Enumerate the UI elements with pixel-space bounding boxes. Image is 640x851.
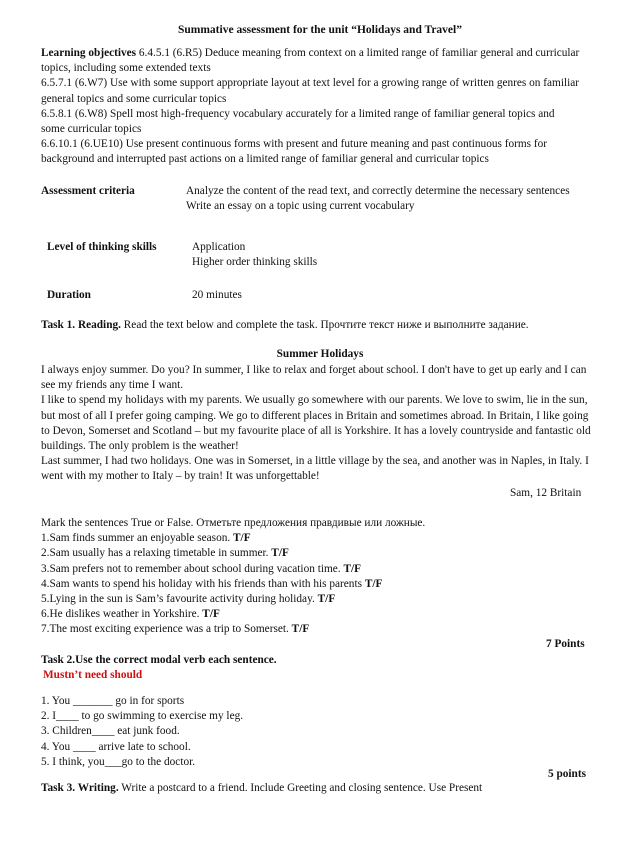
- criteria-value: [186, 184, 586, 214]
- learning-objectives: [41, 46, 581, 168]
- tf-item-text: 7.The most exciting experience was a trip to Somerset.: [41, 623, 289, 636]
- tf-marker: T/F: [364, 577, 383, 590]
- task2-points: 5 points: [548, 768, 586, 780]
- gap-item-4: 4. You ____ arrive late to school.: [41, 740, 191, 753]
- thinking-value-1: Application: [192, 241, 246, 253]
- tf-marker: T/F: [343, 562, 362, 575]
- criteria-value-2: Write an essay on a topic using current vocabulary: [186, 200, 415, 213]
- tf-item-6: [41, 607, 601, 622]
- objective-3: 6.5.8.1 (6.W8) Spell most high-frequency vocabulary accurately for a limited range of familiar general topics and some curricular topics: [41, 107, 555, 136]
- story-title: Summer Holidays: [276, 348, 364, 360]
- tf-item-4: [41, 577, 601, 592]
- objective-1-text: 6.4.5.1 (6.R5) Deduce meaning from context on a limited range of familiar general and curricular topics, including some extended texts: [41, 47, 580, 75]
- task2-heading: Task 2.Use the correct modal verb each sentence.: [41, 654, 277, 666]
- modal-verbs: Mustn’t need should: [43, 669, 143, 681]
- tf-item-text: 2.Sam usually has a relaxing timetable in summer.: [41, 547, 269, 560]
- tf-marker: T/F: [317, 593, 336, 606]
- task3-header: [41, 781, 601, 796]
- story-text: [41, 363, 591, 485]
- thinking-value: [192, 240, 592, 270]
- criteria-value-1: Analyze the content of the read text, and correctly determine the necessary sentences: [186, 185, 570, 197]
- tf-item-text: 1.Sam finds summer an enjoyable season.: [41, 532, 231, 545]
- story-paragraph-2: I like to spend my holidays with my parents. We usually go somewhere with our parents. We love to swim, lie in the sun, but most of all I prefer going camping. We go to different places in Britain and sometimes abroad. In Britain, I like going to Devon, Somerset and Scotland – but my favourite place of all is Yorkshire. It has a lovely countryside and fantastic old buildings. The only problem is the weather!: [41, 394, 591, 453]
- task3-heading: Task 3. Writing.: [41, 782, 119, 794]
- story-signature: Sam, 12 Britain: [510, 487, 582, 499]
- tf-item-7: [41, 622, 601, 637]
- thinking-label: Level of thinking skills: [47, 241, 157, 253]
- duration-value: 20 minutes: [192, 289, 242, 301]
- story-paragraph-1: I always enjoy summer. Do you? In summer, I like to relax and forget about school. I don't have to get up early and I can see my friends any time I want.: [41, 364, 587, 392]
- thinking-value-2: Higher order thinking skills: [192, 256, 318, 269]
- criteria-label: Assessment criteria: [41, 185, 135, 197]
- true-false-section: [41, 516, 601, 638]
- objective-1: [41, 46, 581, 76]
- tf-item-2: [41, 546, 601, 561]
- story-paragraph-3: Last summer, I had two holidays. One was in Somerset, in a little village by the sea, and another was in Naples, in Italy. I went with my mother to Italy – by train! It was unforgettable!: [41, 455, 589, 483]
- tf-item-3: [41, 562, 601, 577]
- gap-item-2: 2. I____ to go swimming to exercise my leg.: [41, 710, 244, 723]
- objective-4: 6.6.10.1 (6.UE10) Use present continuous forms with present and future meaning and past continuous forms for background and interrupted past actions on a limited range of familiar general and curricular topics: [41, 138, 548, 166]
- tf-item-text: 3.Sam prefers not to remember about school during vacation time.: [41, 562, 341, 575]
- task1-header: [41, 318, 581, 333]
- task1-points: 7 Points: [546, 638, 585, 650]
- tf-marker: T/F: [271, 547, 289, 560]
- tf-instruction: Mark the sentences True or False. Отметьте предложения правдивые или ложные.: [41, 517, 426, 529]
- task1-instruction: Read the text below and complete the task. Прочтите текст ниже и выполните задание.: [120, 319, 529, 331]
- gap-item-3: 3. Children____ eat junk food.: [41, 725, 180, 738]
- task3-instruction: Write a postcard to a friend. Include Greeting and closing sentence. Use Present: [118, 782, 483, 794]
- tf-item-1: [41, 531, 601, 546]
- objective-2: 6.5.7.1 (6.W7) Use with some support appropriate layout at text level for a growing range of written genres on familiar general topics and some curricular topics: [41, 77, 580, 105]
- tf-item-text: 6.He dislikes weather in Yorkshire.: [41, 608, 200, 621]
- tf-item-text: 5.Lying in the sun is Sam’s favourite activity during holiday.: [41, 593, 315, 606]
- gap-fill-list: [41, 694, 243, 770]
- tf-marker: T/F: [291, 623, 310, 636]
- gap-item-1: 1. You _______ go in for sports: [41, 695, 185, 707]
- gap-item-5: 5. I think, you___go to the doctor.: [41, 755, 196, 768]
- page-title: Summative assessment for the unit “Holidays and Travel”: [177, 24, 462, 36]
- tf-marker: T/F: [233, 532, 251, 545]
- tf-item-5: [41, 592, 601, 607]
- objectives-label: Learning objectives: [41, 47, 137, 59]
- tf-item-text: 4.Sam wants to spend his holiday with his friends than with his parents: [41, 577, 362, 590]
- task1-heading: Task 1. Reading.: [41, 319, 121, 331]
- tf-marker: T/F: [202, 608, 220, 621]
- duration-label: Duration: [47, 289, 91, 301]
